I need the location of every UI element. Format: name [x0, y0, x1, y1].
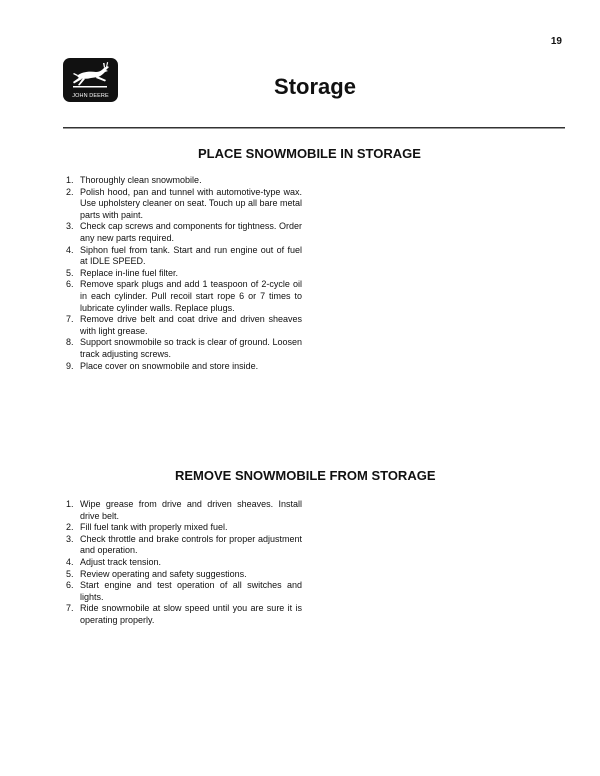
step-number: 1.	[66, 175, 74, 185]
step-number: 7.	[66, 603, 74, 614]
step-number: 9.	[66, 360, 74, 371]
step-text: Start engine and test operation of all switches and lights.	[80, 580, 302, 602]
list-item	[66, 603, 302, 626]
list-item	[66, 557, 302, 569]
section-heading-remove-from-storage: REMOVE SNOWMOBILE FROM STORAGE	[175, 468, 436, 483]
step-number: 2.	[66, 186, 74, 197]
logo-text: JOHN DEERE	[72, 93, 109, 99]
step-text: Fill fuel tank with properly mixed fuel.	[80, 522, 228, 533]
step-text: Replace in-line fuel filter.	[80, 267, 179, 278]
step-text: Remove drive belt and coat drive and driven sheaves with light grease.	[80, 314, 302, 336]
step-text: Check cap screws and components for tightness. Order any new parts required.	[80, 221, 302, 243]
list-item	[66, 569, 302, 581]
step-text: Polish hood, pan and tunnel with automotive-type wax. Use upholstery cleaner on seat. Touch up all bare metal parts with paint.	[80, 186, 302, 220]
list-item	[66, 499, 302, 522]
page-number: 19	[550, 36, 562, 47]
list-item	[66, 221, 302, 244]
list-item	[66, 268, 302, 280]
place-in-storage-steps	[66, 175, 302, 372]
list-item	[66, 314, 302, 337]
step-number: 3.	[66, 221, 74, 232]
header-divider	[63, 127, 565, 129]
step-text: Siphon fuel from tank. Start and run engine out of fuel at IDLE SPEED.	[80, 244, 302, 267]
step-number: 2.	[66, 522, 74, 533]
step-number: 1.	[66, 499, 74, 509]
list-item	[66, 337, 302, 360]
list-item	[66, 534, 302, 557]
step-number: 3.	[66, 533, 74, 544]
remove-from-storage-steps	[66, 499, 302, 627]
step-number: 4.	[66, 556, 74, 567]
list-item	[66, 175, 302, 187]
step-number: 5.	[66, 267, 74, 278]
step-number: 6.	[66, 279, 74, 290]
page-title: Storage	[274, 74, 356, 99]
step-text: Support snowmobile so track is clear of ground. Loosen track adjusting screws.	[80, 337, 302, 359]
list-item	[66, 187, 302, 222]
step-text: Adjust track tension.	[80, 556, 162, 567]
step-text: Check throttle and brake controls for proper adjustment and operation.	[80, 533, 302, 556]
step-text: Thoroughly clean snowmobile.	[80, 175, 202, 185]
step-number: 5.	[66, 568, 74, 579]
step-number: 4.	[66, 244, 74, 255]
step-number: 7.	[66, 314, 74, 325]
step-text: Place cover on snowmobile and store inside.	[80, 360, 259, 371]
list-item	[66, 245, 302, 268]
step-text: Remove spark plugs and add 1 teaspoon of 2-cycle oil in each cylinder. Pull recoil start rope 6 or 7 times to lubricate cylinder walls. Replace plugs.	[80, 279, 302, 313]
list-item	[66, 522, 302, 534]
step-text: Ride snowmobile at slow speed until you are sure it is operating properly.	[80, 603, 302, 625]
step-text: Wipe grease from drive and driven sheaves. Install drive belt.	[80, 499, 302, 521]
list-item	[66, 279, 302, 314]
list-item	[66, 580, 302, 603]
step-number: 8.	[66, 337, 74, 348]
step-text: Review operating and safety suggestions.	[80, 568, 247, 579]
step-number: 6.	[66, 580, 74, 591]
section-heading-place-in-storage: PLACE SNOWMOBILE IN STORAGE	[198, 146, 421, 161]
list-item	[66, 361, 302, 373]
